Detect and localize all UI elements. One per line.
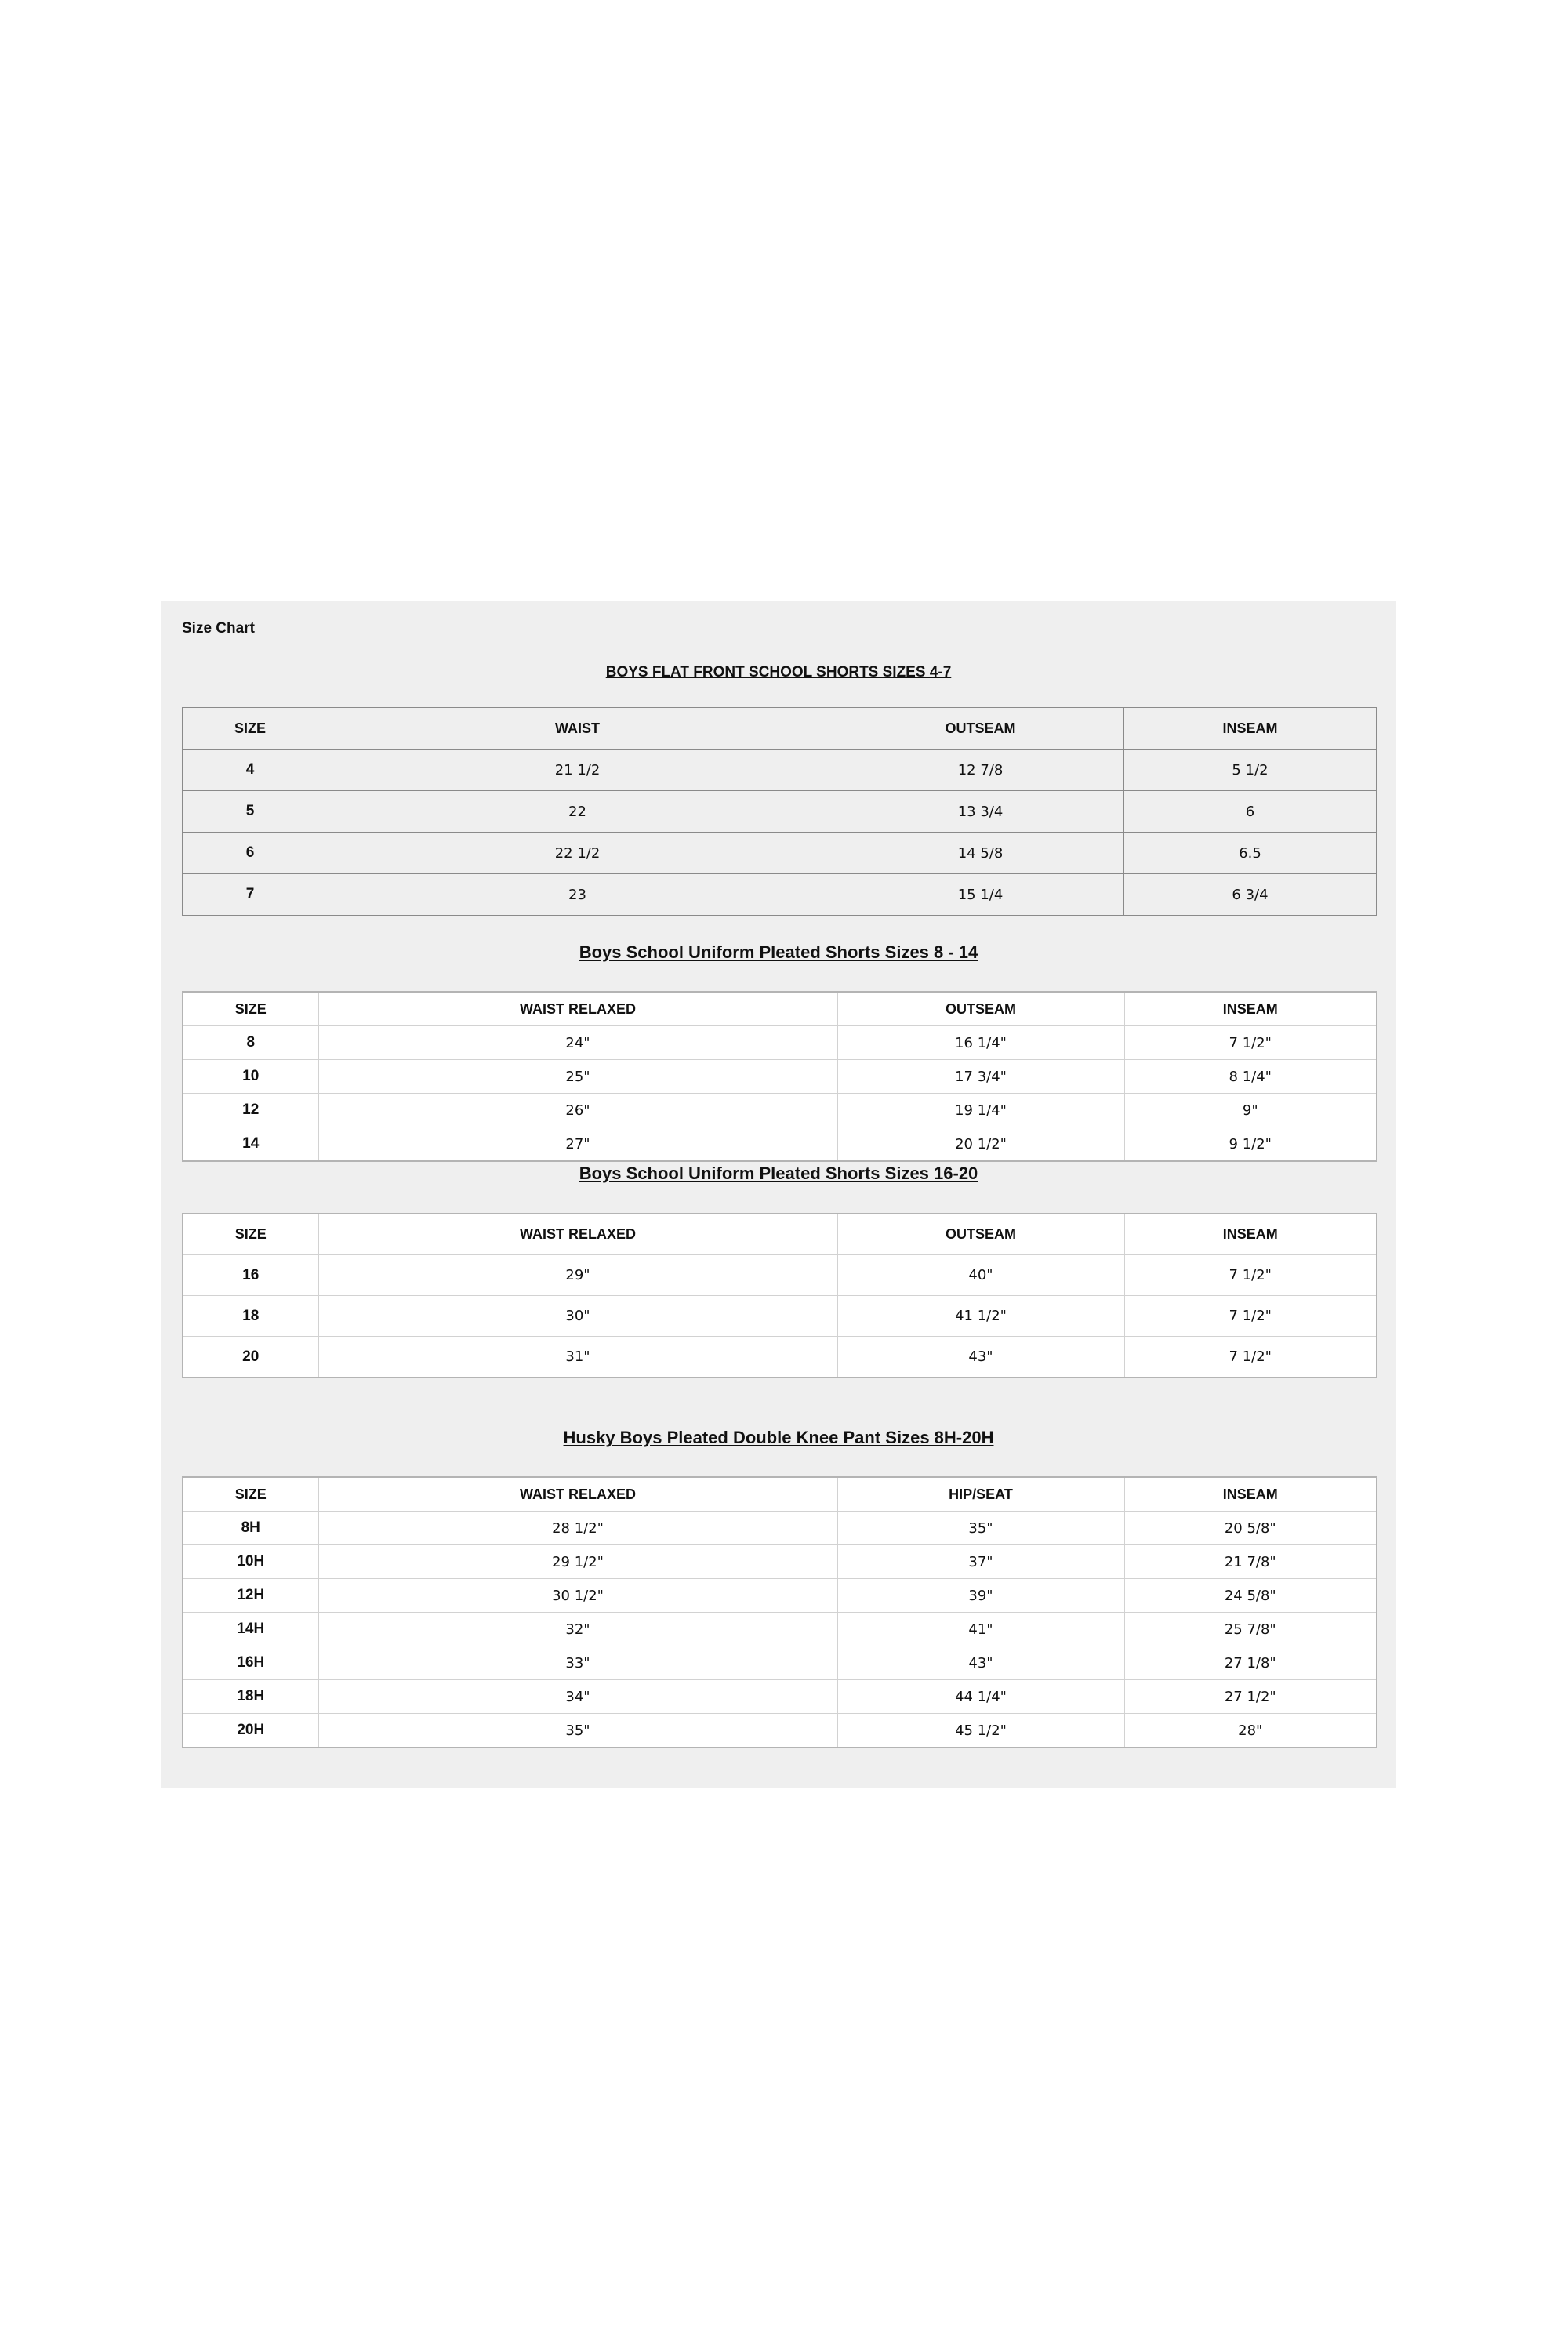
table-row <box>183 1094 1377 1127</box>
size-cell: 16H <box>183 1646 318 1680</box>
size-cell: 18H <box>183 1680 318 1714</box>
measurement-cell: 31" <box>318 1337 837 1378</box>
size-table-pleated-shorts-8-14 <box>182 991 1377 1162</box>
size-cell: 18 <box>183 1296 318 1337</box>
size-table-flat-front-shorts <box>182 707 1377 916</box>
measurement-cell: 30 1/2" <box>318 1579 837 1613</box>
measurement-cell: 5 1/2 <box>1124 750 1377 791</box>
size-cell: 16 <box>183 1255 318 1296</box>
measurement-cell: 34" <box>318 1680 837 1714</box>
table-title-pleated-shorts-16-20: Boys School Uniform Pleated Shorts Sizes 16-20 <box>579 1163 978 1183</box>
measurement-cell: 22 <box>318 791 837 833</box>
column-header: INSEAM <box>1124 708 1377 750</box>
table-header-row <box>183 1477 1377 1512</box>
measurement-cell: 21 1/2 <box>318 750 837 791</box>
measurement-cell: 26" <box>318 1094 837 1127</box>
size-cell: 8H <box>183 1512 318 1545</box>
measurement-cell: 12 7/8 <box>837 750 1124 791</box>
size-cell: 20 <box>183 1337 318 1378</box>
column-header: SIZE <box>183 1214 318 1255</box>
measurement-cell: 39" <box>837 1579 1124 1613</box>
measurement-cell: 28" <box>1124 1714 1377 1748</box>
measurement-cell: 20 1/2" <box>837 1127 1124 1162</box>
measurement-cell: 37" <box>837 1545 1124 1579</box>
measurement-cell: 41 1/2" <box>837 1296 1124 1337</box>
measurement-cell: 24 5/8" <box>1124 1579 1377 1613</box>
size-cell: 12 <box>183 1094 318 1127</box>
column-header: INSEAM <box>1124 1477 1377 1512</box>
measurement-cell: 35" <box>837 1512 1124 1545</box>
measurement-cell: 21 7/8" <box>1124 1545 1377 1579</box>
measurement-cell: 17 3/4" <box>837 1060 1124 1094</box>
table-row <box>183 1296 1377 1337</box>
table-header-row <box>183 992 1377 1026</box>
measurement-cell: 33" <box>318 1646 837 1680</box>
size-cell: 14 <box>183 1127 318 1162</box>
table-row <box>183 1026 1377 1060</box>
table-row <box>183 833 1377 874</box>
size-chart-panel <box>161 601 1396 1788</box>
measurement-cell: 19 1/4" <box>837 1094 1124 1127</box>
measurement-cell: 25" <box>318 1060 837 1094</box>
table-title-pleated-shorts-8-14: Boys School Uniform Pleated Shorts Sizes 8 - 14 <box>579 942 978 962</box>
column-header: WAIST RELAXED <box>318 1477 837 1512</box>
measurement-cell: 14 5/8 <box>837 833 1124 874</box>
measurement-cell: 40" <box>837 1255 1124 1296</box>
column-header: HIP/SEAT <box>837 1477 1124 1512</box>
size-table-pleated-shorts-16-20 <box>182 1213 1377 1378</box>
measurement-cell: 7 1/2" <box>1124 1026 1377 1060</box>
measurement-cell: 43" <box>837 1646 1124 1680</box>
table-header-row <box>183 1214 1377 1255</box>
column-header: SIZE <box>183 1477 318 1512</box>
measurement-cell: 23 <box>318 874 837 916</box>
size-cell: 12H <box>183 1579 318 1613</box>
table-title-flat-front-shorts: BOYS FLAT FRONT SCHOOL SHORTS SIZES 4-7 <box>605 664 952 681</box>
measurement-cell: 6.5 <box>1124 833 1377 874</box>
table-header-row <box>183 708 1377 750</box>
column-header: SIZE <box>183 992 318 1026</box>
table-row <box>183 1337 1377 1378</box>
table-row <box>183 1646 1377 1680</box>
panel-title: Size Chart <box>182 620 255 637</box>
measurement-cell: 27 1/8" <box>1124 1646 1377 1680</box>
size-cell: 10H <box>183 1545 318 1579</box>
measurement-cell: 43" <box>837 1337 1124 1378</box>
column-header: WAIST RELAXED <box>318 992 837 1026</box>
table-row <box>183 750 1377 791</box>
measurement-cell: 7 1/2" <box>1124 1296 1377 1337</box>
table-row <box>183 1255 1377 1296</box>
measurement-cell: 20 5/8" <box>1124 1512 1377 1545</box>
column-header: OUTSEAM <box>837 992 1124 1026</box>
measurement-cell: 6 3/4 <box>1124 874 1377 916</box>
table-row <box>183 1127 1377 1162</box>
table-row <box>183 1613 1377 1646</box>
measurement-cell: 16 1/4" <box>837 1026 1124 1060</box>
measurement-cell: 32" <box>318 1613 837 1646</box>
measurement-cell: 29" <box>318 1255 837 1296</box>
measurement-cell: 25 7/8" <box>1124 1613 1377 1646</box>
measurement-cell: 30" <box>318 1296 837 1337</box>
column-header: WAIST <box>318 708 837 750</box>
measurement-cell: 22 1/2 <box>318 833 837 874</box>
column-header: WAIST RELAXED <box>318 1214 837 1255</box>
measurement-cell: 7 1/2" <box>1124 1337 1377 1378</box>
measurement-cell: 27 1/2" <box>1124 1680 1377 1714</box>
measurement-cell: 9 1/2" <box>1124 1127 1377 1162</box>
column-header: OUTSEAM <box>837 1214 1124 1255</box>
measurement-cell: 9" <box>1124 1094 1377 1127</box>
measurement-cell: 29 1/2" <box>318 1545 837 1579</box>
measurement-cell: 27" <box>318 1127 837 1162</box>
measurement-cell: 24" <box>318 1026 837 1060</box>
table-row <box>183 1545 1377 1579</box>
size-table-husky-pants <box>182 1476 1377 1748</box>
size-cell: 20H <box>183 1714 318 1748</box>
measurement-cell: 8 1/4" <box>1124 1060 1377 1094</box>
measurement-cell: 7 1/2" <box>1124 1255 1377 1296</box>
column-header: SIZE <box>183 708 318 750</box>
measurement-cell: 44 1/4" <box>837 1680 1124 1714</box>
measurement-cell: 45 1/2" <box>837 1714 1124 1748</box>
size-cell: 4 <box>183 750 318 791</box>
size-cell: 7 <box>183 874 318 916</box>
column-header: INSEAM <box>1124 1214 1377 1255</box>
column-header: INSEAM <box>1124 992 1377 1026</box>
size-cell: 10 <box>183 1060 318 1094</box>
table-title-husky-pants: Husky Boys Pleated Double Knee Pant Sizes 8H-20H <box>563 1428 994 1447</box>
measurement-cell: 15 1/4 <box>837 874 1124 916</box>
size-cell: 8 <box>183 1026 318 1060</box>
size-cell: 14H <box>183 1613 318 1646</box>
table-row <box>183 1714 1377 1748</box>
measurement-cell: 35" <box>318 1714 837 1748</box>
measurement-cell: 28 1/2" <box>318 1512 837 1545</box>
size-cell: 5 <box>183 791 318 833</box>
table-row <box>183 1680 1377 1714</box>
table-row <box>183 1579 1377 1613</box>
table-row <box>183 874 1377 916</box>
table-row <box>183 791 1377 833</box>
table-row <box>183 1060 1377 1094</box>
measurement-cell: 6 <box>1124 791 1377 833</box>
table-row <box>183 1512 1377 1545</box>
column-header: OUTSEAM <box>837 708 1124 750</box>
measurement-cell: 13 3/4 <box>837 791 1124 833</box>
measurement-cell: 41" <box>837 1613 1124 1646</box>
size-cell: 6 <box>183 833 318 874</box>
